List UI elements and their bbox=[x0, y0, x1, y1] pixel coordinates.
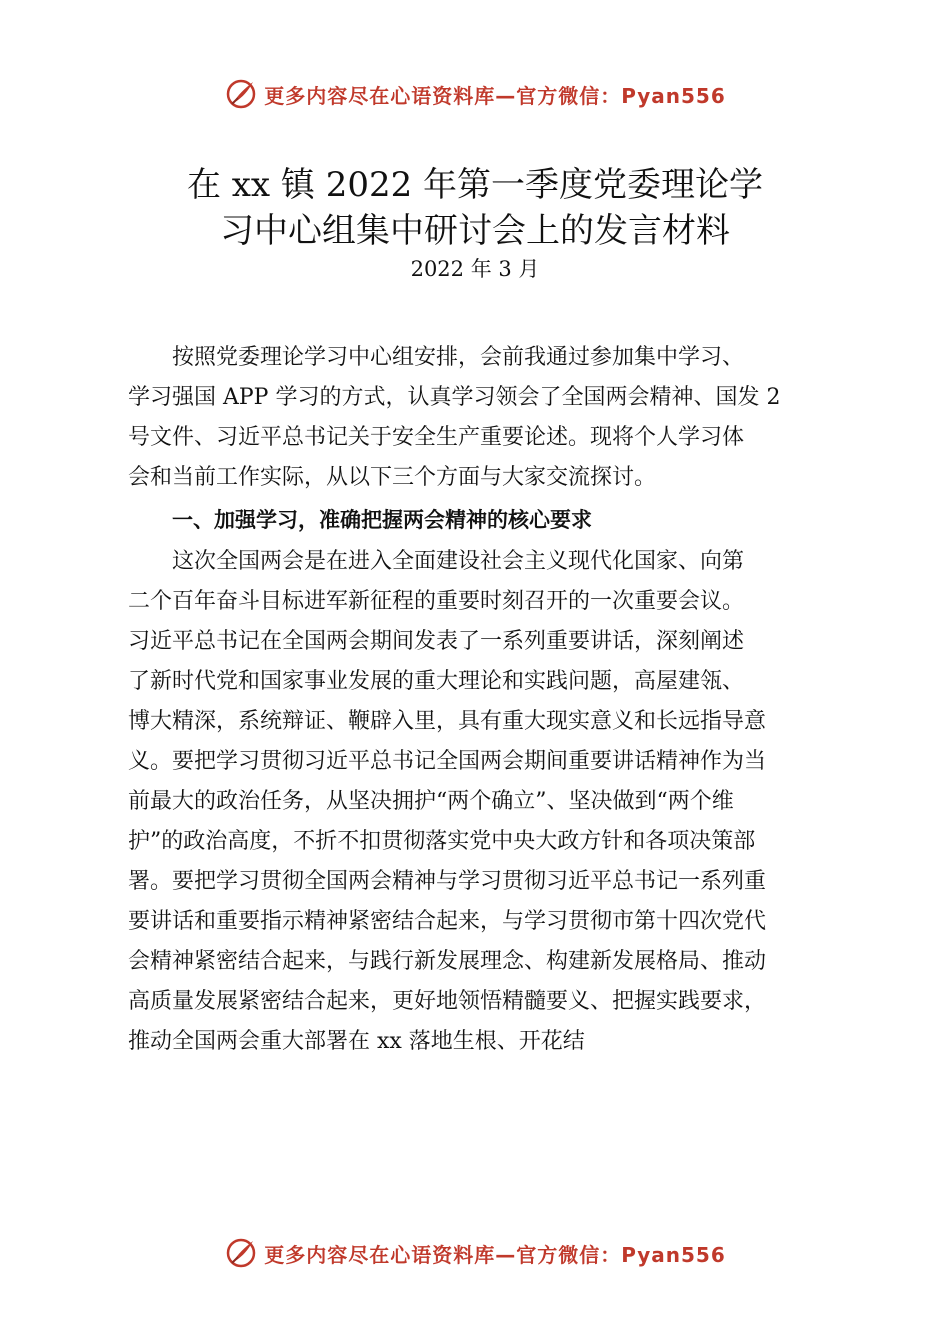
text-line: 护”的政治高度，不折不扣贯彻落实党中央大政方针和各项决策部 bbox=[128, 829, 756, 854]
text-line: 义。要把学习贯彻习近平总书记全国两会期间重要讲话精神作为当 bbox=[128, 749, 767, 774]
document-title bbox=[100, 162, 850, 254]
banner-text: 更多内容尽在心语资料库—官方微信：Pyan556 bbox=[264, 1242, 726, 1267]
footer-watermark-banner bbox=[0, 1233, 950, 1273]
text-line: 要讲话和重要指示精神紧密结合起来，与学习贯彻市第十四次党代 bbox=[128, 909, 767, 934]
document-date: 2022 年 3 月 bbox=[410, 257, 540, 281]
banner-text: 更多内容尽在心语资料库—官方微信：Pyan556 bbox=[264, 83, 726, 108]
header-watermark-banner bbox=[0, 74, 950, 114]
text-line: 会和当前工作实际，从以下三个方面与大家交流探讨。 bbox=[128, 465, 657, 490]
text-line: 高质量发展紧密结合起来，更好地领悟精髓要义、把握实践要求， bbox=[128, 989, 767, 1014]
text-line: 二个百年奋斗目标进军新征程的重要时刻召开的一次重要会议。 bbox=[128, 589, 745, 614]
text-line: 这次全国两会是在进入全面建设社会主义现代化国家、向第 bbox=[172, 549, 745, 574]
text-line: 博大精深，系统辩证、鞭辟入里，具有重大现实意义和长远指导意 bbox=[128, 709, 767, 734]
text-line: 会精神紧密结合起来，与践行新发展理念、构建新发展格局、推动 bbox=[128, 949, 767, 974]
title-line-1: 在 xx 镇 2022 年第一季度党委理论学 bbox=[186, 165, 764, 205]
text-line: 习近平总书记在全国两会期间发表了一系列重要讲话，深刻阐述 bbox=[128, 629, 745, 654]
section-heading-1 bbox=[128, 500, 840, 540]
text-line: 署。要把学习贯彻全国两会精神与学习贯彻习近平总书记一系列重 bbox=[128, 869, 767, 894]
text-line: 号文件、习近平总书记关于安全生产重要论述。现将个人学习体 bbox=[128, 425, 745, 450]
paragraph-1 bbox=[128, 338, 840, 498]
feather-pen-logo-icon bbox=[224, 77, 258, 111]
heading-text: 一、加强学习，准确把握两会精神的核心要求 bbox=[172, 508, 592, 532]
text-line: 前最大的政治任务，从坚决拥护“两个确立”、坚决做到“两个维 bbox=[128, 789, 734, 814]
paragraph-2 bbox=[128, 542, 840, 1062]
text-line: 了新时代党和国家事业发展的重大理论和实践问题，高屋建瓴、 bbox=[128, 669, 745, 694]
text-line: 推动全国两会重大部署在 xx 落地生根、开花结 bbox=[128, 1029, 585, 1054]
text-line: 学习强国 APP 学习的方式，认真学习领会了全国两会精神、国发 2 bbox=[128, 385, 781, 410]
title-line-2: 习中心组集中研讨会上的发言材料 bbox=[220, 211, 730, 251]
text-line: 按照党委理论学习中心组安排，会前我通过参加集中学习、 bbox=[172, 345, 745, 370]
feather-pen-logo-icon bbox=[224, 1236, 258, 1270]
